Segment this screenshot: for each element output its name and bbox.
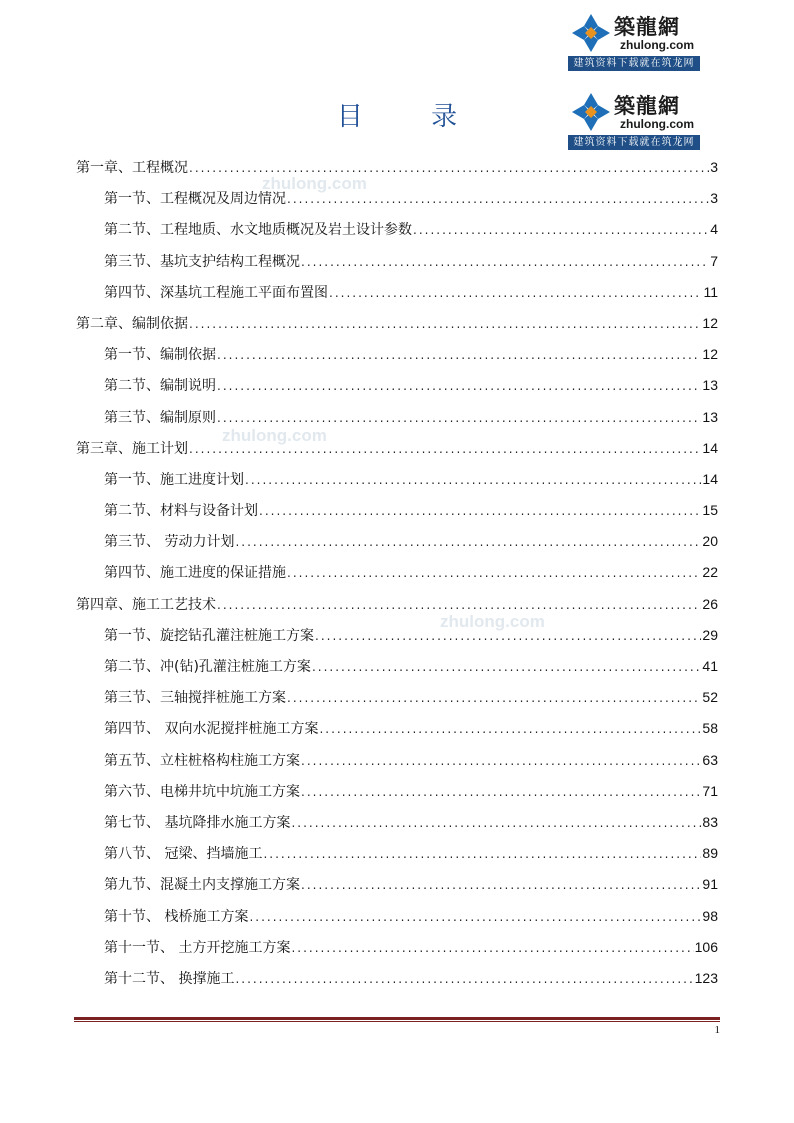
toc-leader-dots (245, 465, 701, 496)
toc-entry-page: 91 (702, 876, 718, 893)
watermark: zhulong.com (222, 426, 327, 445)
toc-entry-page: 7 (710, 252, 718, 269)
toc-section-entry[interactable] (76, 214, 718, 245)
toc-entry-page: 12 (702, 346, 718, 363)
toc-entry-label: 第四节、 双向水泥搅拌桩施工方案 (104, 721, 319, 738)
toc-section-entry[interactable] (76, 869, 718, 900)
logo-brand: 築龍網 (614, 14, 680, 39)
page-title: 目 录 (336, 102, 488, 132)
toc-entry-label: 第三章、施工计划 (76, 440, 188, 457)
toc-leader-dots (329, 278, 702, 309)
toc-entry-page: 58 (702, 720, 718, 737)
toc-leader-dots (301, 746, 701, 777)
toc-section-entry[interactable] (76, 370, 718, 401)
toc-leader-dots (413, 215, 709, 246)
toc-entry-label: 第一节、旋挖钻孔灌注桩施工方案 (104, 627, 314, 644)
toc-entry-label: 第三节、基坑支护结构工程概况 (104, 253, 300, 270)
toc-leader-dots (287, 683, 701, 714)
toc-leader-dots (312, 652, 701, 683)
toc-section-entry[interactable] (76, 651, 718, 682)
toc-leader-dots (249, 902, 701, 933)
logo-tagline: 建筑资料下载就在筑龙网 (568, 56, 700, 71)
toc-entry-label: 第七节、 基坑降排水施工方案 (104, 814, 291, 831)
toc-entry-label: 第四节、施工进度的保证措施 (104, 565, 286, 582)
footer-rule-thin (74, 1021, 720, 1022)
toc-entry-page: 13 (702, 408, 718, 425)
toc-section-entry[interactable] (76, 901, 718, 932)
toc-entry-label: 第十二节、 换撑施工 (104, 970, 235, 987)
toc-entry-page: 26 (702, 595, 718, 612)
page-number: 1 (714, 1024, 720, 1036)
toc-leader-dots (301, 870, 701, 901)
toc-entry-label: 第一节、施工进度计划 (104, 471, 244, 488)
toc-section-entry[interactable] (76, 464, 718, 495)
toc-entry-label: 第十一节、 土方开挖施工方案 (104, 939, 291, 956)
toc-entry-label: 第十节、 栈桥施工方案 (104, 908, 249, 925)
toc-entry-label: 第一节、编制依据 (104, 347, 216, 364)
logo-tagline: 建筑资料下载就在筑龙网 (568, 135, 700, 150)
toc-entry-label: 第四章、施工工艺技术 (76, 596, 216, 613)
toc-leader-dots (315, 621, 701, 652)
toc-entry-label: 第二章、编制依据 (76, 315, 188, 332)
toc-leader-dots (263, 839, 701, 870)
toc-section-entry[interactable] (76, 776, 718, 807)
toc-leader-dots (217, 403, 701, 434)
toc-entry-page: 41 (702, 658, 718, 674)
toc-leader-dots (217, 371, 701, 402)
zhulong-logo-top (568, 9, 700, 71)
toc-entry-page: 3 (710, 190, 718, 207)
toc-entry-page: 4 (710, 221, 718, 238)
toc-leader-dots (301, 247, 709, 278)
logo-url: zhulong.com (620, 38, 694, 52)
toc-entry-label: 第二节、编制说明 (104, 378, 216, 395)
toc-entry-label: 第三节、编制原则 (104, 409, 216, 426)
table-of-contents (76, 152, 718, 994)
toc-leader-dots (287, 184, 709, 215)
toc-entry-label: 第三节、 劳动力计划 (104, 534, 235, 551)
toc-entry-page: 98 (702, 907, 718, 924)
toc-entry-label: 第一节、工程概况及周边情况 (104, 191, 286, 208)
toc-section-entry[interactable] (76, 557, 718, 588)
toc-entry-page: 83 (702, 813, 718, 830)
toc-section-entry[interactable] (76, 682, 718, 713)
toc-leader-dots (217, 590, 701, 621)
watermark: zhulong.com (262, 174, 367, 193)
toc-section-entry[interactable] (76, 402, 718, 433)
toc-leader-dots (217, 340, 701, 371)
toc-entry-label: 第二节、工程地质、水文地质概况及岩土设计参数 (104, 222, 412, 239)
toc-leader-dots (189, 153, 709, 184)
toc-entry-page: 15 (702, 502, 718, 519)
toc-section-entry[interactable] (76, 745, 718, 776)
toc-entry-page: 29 (702, 626, 718, 643)
toc-entry-label: 第二节、冲(钻)孔灌注桩施工方案 (104, 659, 311, 675)
toc-leader-dots (291, 808, 701, 839)
toc-entry-page: 106 (694, 938, 718, 955)
toc-section-entry[interactable] (76, 807, 718, 838)
toc-section-entry[interactable] (76, 838, 718, 869)
toc-leader-dots (189, 434, 701, 465)
toc-leader-dots (319, 714, 701, 745)
toc-entry-page: 22 (702, 564, 718, 581)
toc-entry-label: 第六节、电梯井坑中坑施工方案 (104, 783, 300, 800)
watermark: zhulong.com (440, 612, 545, 631)
toc-section-entry[interactable] (76, 932, 718, 963)
toc-entry-page: 89 (702, 845, 718, 862)
toc-entry-page: 20 (702, 533, 718, 550)
toc-entry-label: 第五节、立柱桩格构柱施工方案 (104, 752, 300, 769)
toc-entry-label: 第二节、材料与设备计划 (104, 503, 258, 520)
toc-entry-page: 13 (702, 377, 718, 394)
toc-entry-label: 第九节、混凝土内支撑施工方案 (104, 877, 300, 894)
logo-url: zhulong.com (620, 117, 694, 131)
toc-section-entry[interactable] (76, 713, 718, 744)
toc-entry-label: 第一章、工程概况 (76, 160, 188, 176)
toc-leader-dots (291, 933, 693, 964)
toc-leader-dots (189, 309, 701, 340)
toc-entry-page: 14 (702, 470, 718, 487)
toc-chapter-entry[interactable] (76, 589, 718, 620)
toc-leader-dots (235, 964, 693, 995)
toc-entry-page: 3 (710, 159, 718, 175)
toc-entry-label: 第八节、 冠梁、挡墙施工 (104, 846, 263, 863)
toc-section-entry[interactable] (76, 495, 718, 526)
toc-leader-dots (259, 496, 701, 527)
toc-section-entry[interactable] (76, 277, 718, 308)
footer-rule (74, 1017, 720, 1020)
toc-section-entry[interactable] (76, 963, 718, 994)
toc-entry-page: 11 (703, 283, 718, 300)
logo-brand: 築龍網 (614, 93, 680, 118)
toc-section-entry[interactable] (76, 620, 718, 651)
toc-chapter-entry[interactable] (76, 308, 718, 339)
toc-section-entry[interactable] (76, 183, 718, 214)
zhulong-emblem-icon (571, 13, 611, 53)
toc-leader-dots (287, 558, 701, 589)
toc-entry-label: 第三节、三轴搅拌桩施工方案 (104, 690, 286, 707)
toc-chapter-entry[interactable] (76, 152, 718, 183)
toc-entry-page: 14 (702, 439, 718, 456)
toc-chapter-entry[interactable] (76, 433, 718, 464)
toc-section-entry[interactable] (76, 246, 718, 277)
toc-entry-label: 第四节、深基坑工程施工平面布置图 (104, 284, 328, 301)
toc-section-entry[interactable] (76, 339, 718, 370)
toc-entry-page: 52 (702, 689, 718, 706)
toc-entry-page: 12 (702, 314, 718, 331)
toc-section-entry[interactable] (76, 526, 718, 557)
toc-leader-dots (235, 527, 701, 558)
toc-entry-page: 123 (694, 969, 718, 986)
toc-entry-page: 63 (702, 751, 718, 768)
toc-leader-dots (301, 777, 701, 808)
toc-entry-page: 71 (702, 782, 718, 799)
